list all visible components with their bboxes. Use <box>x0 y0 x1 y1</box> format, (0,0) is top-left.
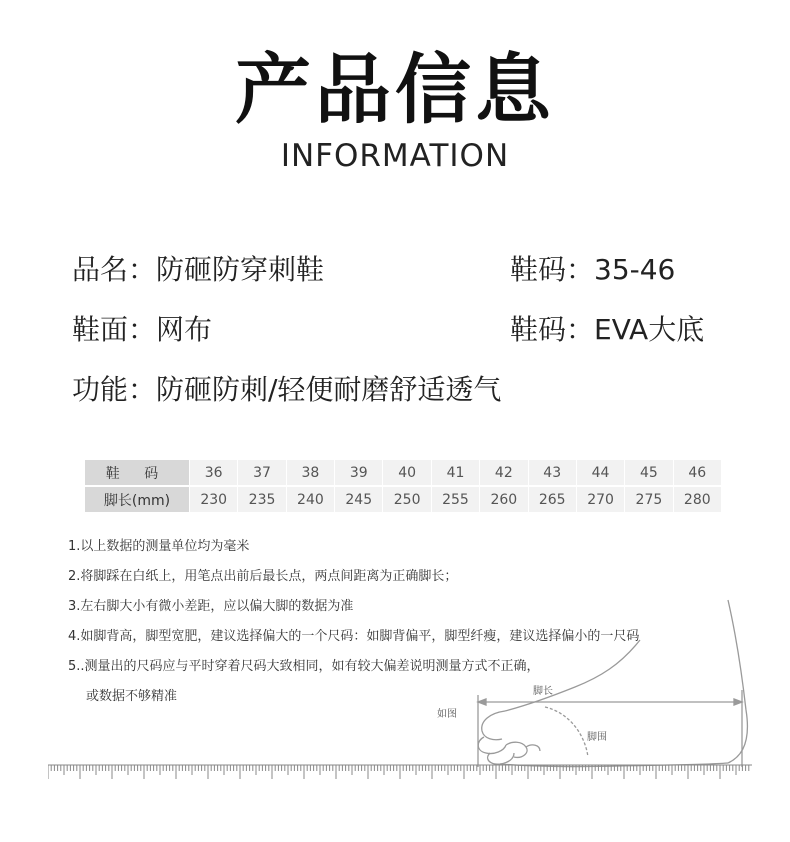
note-item: 1.以上数据的测量单位均为毫米 <box>68 539 250 554</box>
length-row-header: 脚长(mm) <box>85 486 190 513</box>
product-size-range: 鞋码：35-46 <box>510 253 676 286</box>
size-cell: 42 <box>480 460 528 487</box>
length-cell: 250 <box>383 486 431 513</box>
product-sole: 鞋码：EVA大底 <box>510 313 705 346</box>
product-name: 品名：防砸防穿刺鞋 <box>72 253 325 286</box>
page-subtitle: INFORMATION <box>280 138 510 174</box>
note-item: 3.左右脚大小有微小差距，应以偏大脚的数据为准 <box>68 599 354 614</box>
size-cell: 39 <box>335 460 383 487</box>
note-item: 2.将脚踩在白纸上，用笔点出前后最长点，两点间距离为正确脚长； <box>68 569 458 584</box>
length-cell: 235 <box>238 486 286 513</box>
length-cell: 280 <box>673 486 721 513</box>
ruler <box>48 764 752 784</box>
length-cell: 245 <box>335 486 383 513</box>
example-label: 如图 <box>437 709 457 720</box>
size-cell: 45 <box>625 460 673 487</box>
note-item: 5..测量出的尺码应与平时穿着尺码大致相同，如有较大偏差说明测量方式不正确， <box>68 659 540 674</box>
length-cell: 230 <box>190 486 238 513</box>
size-cell: 38 <box>286 460 334 487</box>
product-upper-material: 鞋面：网布 <box>72 313 213 346</box>
foot-girth-label: 脚围 <box>587 732 607 743</box>
length-row <box>85 486 722 513</box>
size-cell: 41 <box>431 460 479 487</box>
length-cell: 240 <box>286 486 334 513</box>
size-cell: 40 <box>383 460 431 487</box>
product-function: 功能：防砸防刺/轻便耐磨舒适透气 <box>72 373 502 406</box>
size-table <box>84 459 722 513</box>
length-cell: 270 <box>576 486 624 513</box>
page-title: 产品信息 <box>235 45 555 134</box>
note-item: 或数据不够精准 <box>86 689 178 704</box>
size-row <box>85 460 722 487</box>
size-cell: 44 <box>576 460 624 487</box>
size-cell: 43 <box>528 460 576 487</box>
note-item: 4.如脚背高，脚型宽肥，建议选择偏大的一个尺码：如脚背偏平，脚型纤瘦，建议选择偏小的一尺码 <box>68 629 640 644</box>
length-cell: 260 <box>480 486 528 513</box>
size-cell: 37 <box>238 460 286 487</box>
length-cell: 265 <box>528 486 576 513</box>
size-cell: 46 <box>673 460 721 487</box>
foot-length-label: 脚长 <box>533 686 553 697</box>
length-cell: 275 <box>625 486 673 513</box>
size-cell: 36 <box>190 460 238 487</box>
length-cell: 255 <box>431 486 479 513</box>
size-row-header: 鞋 码 <box>85 460 190 487</box>
foot-measurement-illustration <box>0 595 790 775</box>
